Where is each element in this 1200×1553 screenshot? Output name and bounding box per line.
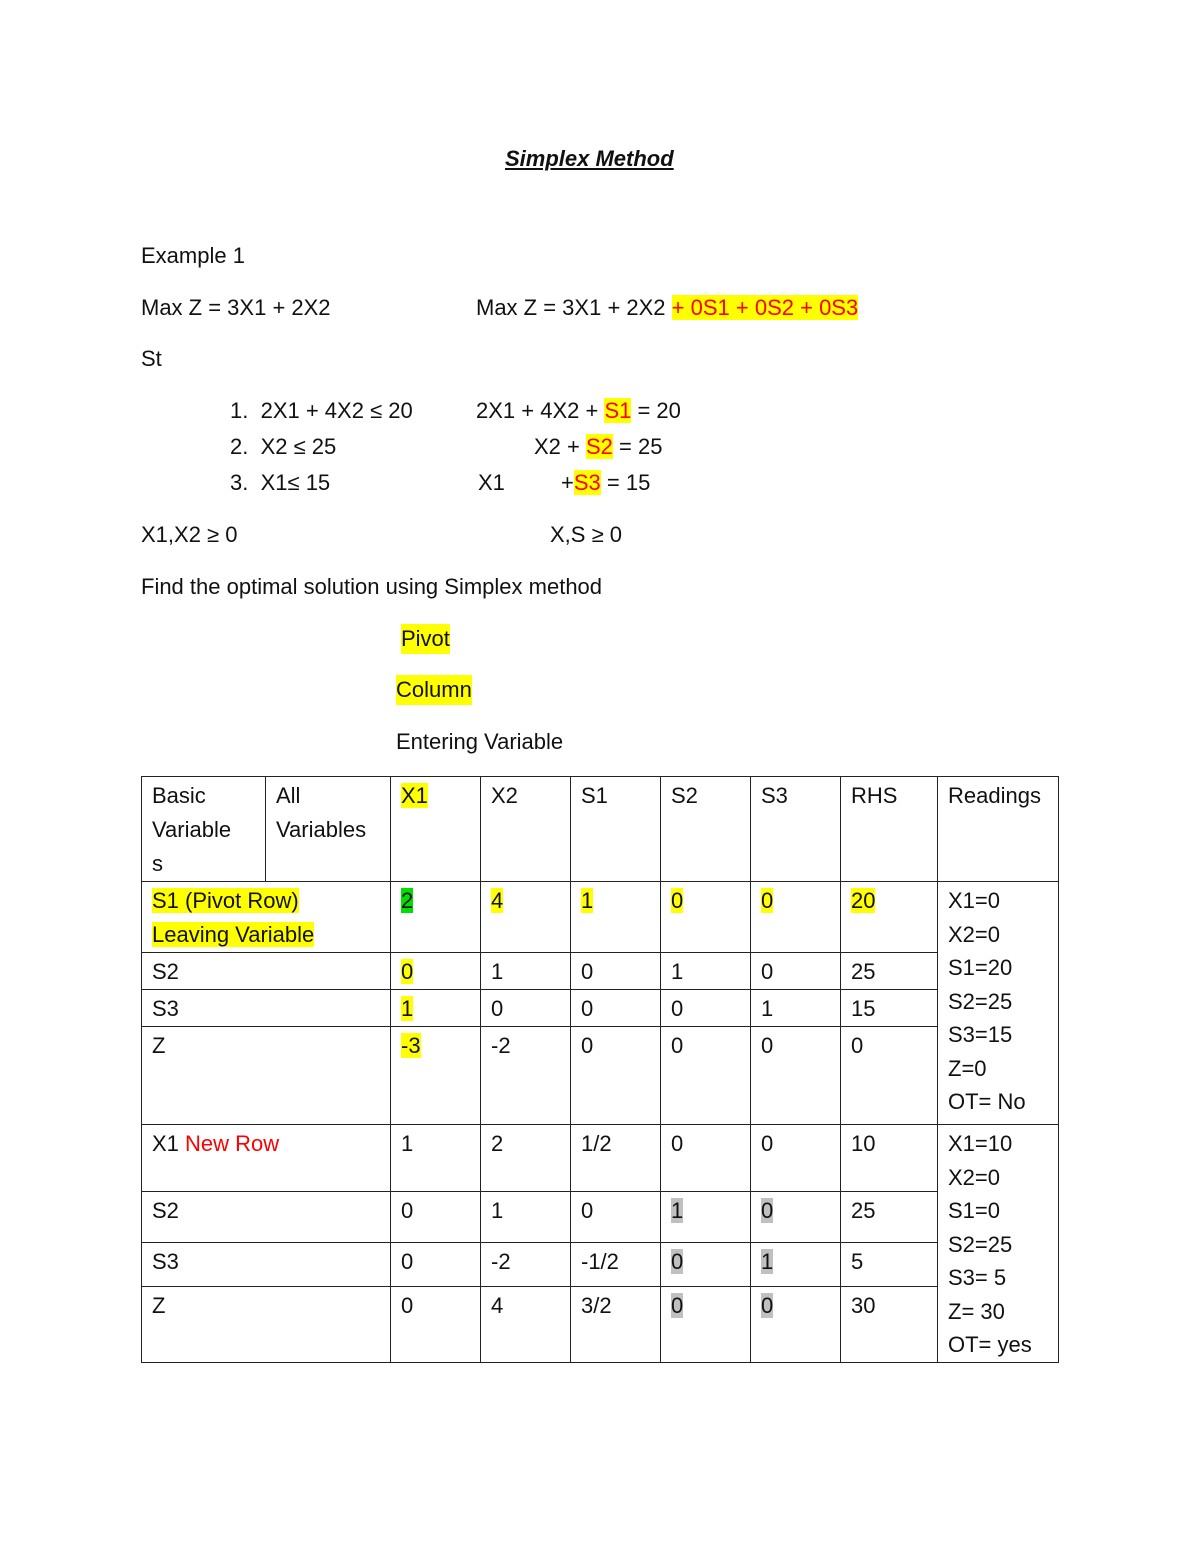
standard-1 <box>476 396 681 426</box>
cell: 1 <box>751 990 841 1027</box>
cell: 0 <box>751 1027 841 1125</box>
cell <box>571 882 661 953</box>
cell: 5 <box>841 1242 938 1286</box>
cell <box>751 1242 841 1286</box>
cell <box>391 1027 481 1125</box>
cell: 1 <box>481 953 571 990</box>
constraint-text: X1≤ 15 <box>260 470 331 495</box>
reading: X1=0 <box>948 888 1000 913</box>
cell <box>751 1287 841 1363</box>
column-label: Column <box>396 675 472 705</box>
header-basic <box>142 777 266 882</box>
slack-var: S2 <box>585 434 613 459</box>
reading: OT= No <box>948 1089 1026 1114</box>
cell-value: 0 <box>761 1198 774 1224</box>
cell-value: 1 <box>581 888 594 913</box>
reading: X1=10 <box>948 1131 1013 1156</box>
cell-value: 1 <box>761 1248 774 1274</box>
table-row <box>142 1287 1059 1363</box>
header-row <box>142 777 1059 882</box>
header-s3: S3 <box>751 777 841 882</box>
cell: -2 <box>481 1242 571 1286</box>
cell: 1 <box>661 953 751 990</box>
objective-slack: + 0S1 + 0S2 + 0S3 <box>671 295 859 320</box>
cell: 0 <box>391 1192 481 1242</box>
cell: 1/2 <box>571 1125 661 1192</box>
table-row <box>142 882 1059 953</box>
cell-value: 0 <box>401 959 414 984</box>
cell <box>751 882 841 953</box>
header-text: Variable <box>152 817 232 842</box>
header-x1 <box>391 777 481 882</box>
cell: 0 <box>571 990 661 1027</box>
cell: 0 <box>571 1027 661 1125</box>
reading: Z= 30 <box>948 1298 1005 1324</box>
table-row <box>142 990 1059 1027</box>
header-all <box>266 777 391 882</box>
table-row <box>142 1027 1059 1125</box>
constraint-number: 2. <box>230 434 249 459</box>
cell: 4 <box>481 1287 571 1363</box>
constraint-text: 2X1 + 4X2 ≤ 20 <box>260 398 413 423</box>
cell-value: 20 <box>851 888 876 913</box>
nonneg-left: X1,X2 ≥ 0 <box>141 522 238 547</box>
cell-value: 0 <box>761 1293 774 1318</box>
row-label <box>142 1125 391 1192</box>
cell: 25 <box>841 1192 938 1242</box>
standard-3-x1: X1 <box>478 470 505 495</box>
cell: 0 <box>571 953 661 990</box>
cell: 0 <box>661 990 751 1027</box>
cell: 0 <box>661 1027 751 1125</box>
cell: 0 <box>751 953 841 990</box>
page-title: Simplex Method <box>505 146 674 171</box>
objective-main: Max Z = 3X1 + 2X2 <box>476 295 672 320</box>
header-text: Variables <box>276 817 367 842</box>
readings-2 <box>938 1125 1059 1363</box>
cell-value: 4 <box>491 888 504 913</box>
table-row <box>142 1125 1059 1192</box>
header-readings: Readings <box>938 777 1059 882</box>
cell: -1/2 <box>571 1242 661 1286</box>
cell: 10 <box>841 1125 938 1192</box>
cell-value: 0 <box>671 888 684 913</box>
reading: S2=25 <box>948 988 1013 1014</box>
cell <box>661 1242 751 1286</box>
cell <box>391 990 481 1027</box>
slack-var: S3 <box>573 470 601 495</box>
slack-var: S1 <box>604 398 632 423</box>
plus: + <box>561 470 574 495</box>
example-heading: Example 1 <box>141 243 245 268</box>
pivot-row-label: S1 (Pivot Row) <box>152 888 299 913</box>
readings-1 <box>938 882 1059 1125</box>
cell: 0 <box>391 1242 481 1286</box>
simplex-tableau <box>141 776 1059 1363</box>
cell <box>661 1287 751 1363</box>
constraint-2 <box>230 432 336 462</box>
header-s2: S2 <box>661 777 751 882</box>
table-row <box>142 1242 1059 1286</box>
cell-value: 1 <box>401 996 414 1021</box>
cell-value: 0 <box>671 1293 684 1318</box>
cell: 1 <box>481 1192 571 1242</box>
cell-value: 0 <box>761 888 774 913</box>
st-label: St <box>141 346 162 371</box>
eq-rhs: = 15 <box>600 470 651 495</box>
cell <box>661 882 751 953</box>
cell: 15 <box>841 990 938 1027</box>
standard-3 <box>561 468 650 498</box>
header-text: X1 <box>401 783 428 808</box>
cell: -2 <box>481 1027 571 1125</box>
cell: 0 <box>661 1125 751 1192</box>
header-text: Basic <box>152 783 206 808</box>
cell <box>841 882 938 953</box>
cell: 0 <box>391 1287 481 1363</box>
reading: S1=0 <box>948 1198 1000 1223</box>
reading: OT= yes <box>948 1332 1032 1357</box>
cell-value: 0 <box>671 1248 684 1274</box>
row-label: S3 <box>142 990 391 1027</box>
cell-value: 1 <box>671 1198 684 1224</box>
row-label <box>142 882 391 953</box>
leaving-variable-label: Leaving Variable <box>152 922 315 947</box>
nonneg-right: X,S ≥ 0 <box>550 522 622 547</box>
constraint-number: 3. <box>230 470 249 495</box>
reading: S2=25 <box>948 1231 1013 1257</box>
cell <box>751 1192 841 1242</box>
eq-lhs: 2X1 + 4X2 + <box>476 398 605 423</box>
header-text: s <box>152 851 163 876</box>
table-row <box>142 1192 1059 1242</box>
header-s1: S1 <box>571 777 661 882</box>
pivot-element: 2 <box>401 888 414 913</box>
cell: 0 <box>481 990 571 1027</box>
eq-rhs: = 25 <box>612 434 663 459</box>
row-label: S2 <box>142 1192 391 1242</box>
cell <box>481 882 571 953</box>
cell: 1 <box>391 1125 481 1192</box>
header-rhs: RHS <box>841 777 938 882</box>
eq-lhs: X2 + <box>534 434 586 459</box>
row-label: S3 <box>142 1242 391 1286</box>
objective-left: Max Z = 3X1 + 2X2 <box>141 295 331 320</box>
reading: X2=0 <box>948 1164 1000 1190</box>
cell-value: -3 <box>401 1033 421 1058</box>
cell: 3/2 <box>571 1287 661 1363</box>
row-var: X1 <box>152 1131 186 1156</box>
constraint-number: 1. <box>230 398 249 423</box>
standard-2 <box>534 432 662 462</box>
eq-rhs: = 20 <box>631 398 681 423</box>
reading: S1=20 <box>948 955 1013 980</box>
cell <box>391 953 481 990</box>
cell: 30 <box>841 1287 938 1363</box>
cell <box>661 1192 751 1242</box>
constraint-text: X2 ≤ 25 <box>260 434 337 459</box>
row-label: Z <box>142 1287 391 1363</box>
reading: S3=15 <box>948 1022 1013 1047</box>
table-row <box>142 953 1059 990</box>
cell: 0 <box>571 1192 661 1242</box>
objective-right <box>476 293 858 323</box>
instruction: Find the optimal solution using Simplex method <box>141 574 603 599</box>
constraint-1 <box>230 396 413 426</box>
header-text: All <box>276 783 301 808</box>
pivot-label: Pivot <box>401 624 450 654</box>
reading: X2=0 <box>948 921 1000 947</box>
cell: 0 <box>751 1125 841 1192</box>
cell <box>391 882 481 953</box>
cell: 2 <box>481 1125 571 1192</box>
new-row-tag: New Row <box>185 1131 280 1156</box>
row-label: S2 <box>142 953 391 990</box>
row-label: Z <box>142 1027 391 1125</box>
constraint-3 <box>230 468 330 498</box>
reading: Z=0 <box>948 1055 987 1081</box>
entering-variable-label: Entering Variable <box>396 729 564 754</box>
cell: 25 <box>841 953 938 990</box>
header-x2: X2 <box>481 777 571 882</box>
cell: 0 <box>841 1027 938 1125</box>
reading: S3= 5 <box>948 1265 1007 1290</box>
